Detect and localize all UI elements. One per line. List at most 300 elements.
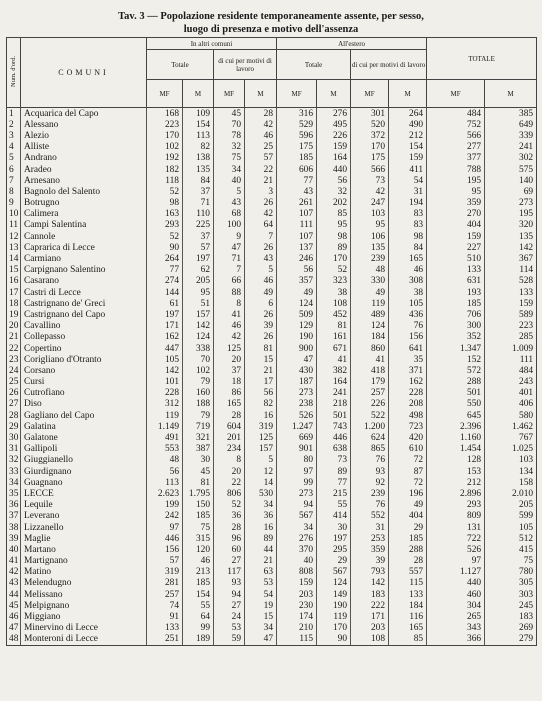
row-number: 18 <box>7 298 21 309</box>
value-cell: 26 <box>245 242 277 253</box>
value-cell: 301 <box>351 108 389 120</box>
value-cell: 352 <box>427 332 485 343</box>
value-cell: 57 <box>245 153 277 164</box>
value-cell: 330 <box>351 276 389 287</box>
value-cell: 96 <box>214 533 245 544</box>
value-cell: 414 <box>317 511 351 522</box>
value-cell: 29 <box>317 556 351 567</box>
value-cell: 142 <box>183 321 214 332</box>
value-cell: 62 <box>183 265 214 276</box>
value-cell: 29 <box>389 522 427 533</box>
value-cell: 84 <box>183 175 214 186</box>
table-row <box>7 533 537 544</box>
value-cell: 21 <box>245 175 277 186</box>
value-cell: 38 <box>317 287 351 298</box>
row-number: 35 <box>7 488 21 499</box>
row-number: 11 <box>7 220 21 231</box>
value-cell: 164 <box>317 377 351 388</box>
value-cell: 77 <box>147 265 183 276</box>
value-cell: 106 <box>351 231 389 242</box>
value-cell: 1.200 <box>351 421 389 432</box>
comune-name: Casarano <box>21 276 147 287</box>
header-m: M <box>183 80 214 108</box>
row-number: 44 <box>7 589 21 600</box>
value-cell: 120 <box>183 544 214 555</box>
value-cell: 48 <box>147 455 183 466</box>
table-row <box>7 142 537 153</box>
value-cell: 168 <box>147 108 183 120</box>
value-cell: 253 <box>351 533 389 544</box>
value-cell: 102 <box>147 142 183 153</box>
value-cell: 343 <box>427 623 485 634</box>
value-cell: 415 <box>485 544 537 555</box>
value-cell: 159 <box>277 578 317 589</box>
value-cell: 706 <box>427 309 485 320</box>
value-cell: 624 <box>351 432 389 443</box>
value-cell: 305 <box>485 578 537 589</box>
comune-name: Melendugno <box>21 578 147 589</box>
value-cell: 133 <box>485 287 537 298</box>
value-cell: 34 <box>245 623 277 634</box>
value-cell: 183 <box>485 611 537 622</box>
value-cell: 154 <box>183 119 214 130</box>
value-cell: 196 <box>389 488 427 499</box>
comune-name: Martignano <box>21 556 147 567</box>
value-cell: 767 <box>485 432 537 443</box>
value-cell: 320 <box>485 220 537 231</box>
value-cell: 246 <box>277 253 317 264</box>
value-cell: 93 <box>214 578 245 589</box>
value-cell: 47 <box>245 634 277 646</box>
value-cell: 138 <box>183 153 214 164</box>
value-cell: 47 <box>277 354 317 365</box>
title-line-1: Tav. 3 — Popolazione residente temporaneamente assente, per sesso, <box>118 11 424 22</box>
value-cell: 16 <box>245 410 277 421</box>
value-cell: 156 <box>389 332 427 343</box>
value-cell: 404 <box>389 511 427 522</box>
comune-name: Calimera <box>21 209 147 220</box>
value-cell: 277 <box>427 142 485 153</box>
value-cell: 302 <box>485 153 537 164</box>
value-cell: 154 <box>183 589 214 600</box>
value-cell: 270 <box>427 209 485 220</box>
value-cell: 174 <box>277 611 317 622</box>
row-number: 31 <box>7 444 21 455</box>
value-cell: 197 <box>147 309 183 320</box>
value-cell: 165 <box>214 399 245 410</box>
value-cell: 28 <box>245 108 277 120</box>
value-cell: 182 <box>147 164 183 175</box>
value-cell: 39 <box>351 556 389 567</box>
table-row <box>7 276 537 287</box>
value-cell: 76 <box>389 321 427 332</box>
table-row <box>7 488 537 499</box>
row-number: 47 <box>7 623 21 634</box>
table-row <box>7 623 537 634</box>
comune-name: Cannole <box>21 231 147 242</box>
value-cell: 743 <box>317 421 351 432</box>
value-cell: 91 <box>147 611 183 622</box>
value-cell: 83 <box>389 209 427 220</box>
table-row <box>7 198 537 209</box>
value-cell: 596 <box>277 130 317 141</box>
value-cell: 205 <box>485 500 537 511</box>
value-cell: 98 <box>389 231 427 242</box>
value-cell: 93 <box>351 466 389 477</box>
value-cell: 440 <box>317 164 351 175</box>
value-cell: 133 <box>147 623 183 634</box>
value-cell: 321 <box>183 432 214 443</box>
value-cell: 76 <box>351 500 389 511</box>
comune-name: Lequile <box>21 500 147 511</box>
value-cell: 645 <box>427 410 485 421</box>
value-cell: 185 <box>183 578 214 589</box>
value-cell: 46 <box>245 130 277 141</box>
header-mf: MF <box>427 80 485 108</box>
value-cell: 202 <box>317 198 351 209</box>
value-cell: 192 <box>147 153 183 164</box>
value-cell: 103 <box>351 209 389 220</box>
value-cell: 46 <box>214 321 245 332</box>
value-cell: 20 <box>214 466 245 477</box>
value-cell: 281 <box>147 578 183 589</box>
value-cell: 5 <box>245 455 277 466</box>
value-cell: 74 <box>147 600 183 611</box>
value-cell: 125 <box>214 343 245 354</box>
table-row <box>7 511 537 522</box>
value-cell: 170 <box>147 130 183 141</box>
value-cell: 21 <box>245 365 277 376</box>
value-cell: 24 <box>214 611 245 622</box>
header-m: M <box>389 80 427 108</box>
value-cell: 103 <box>485 455 537 466</box>
value-cell: 273 <box>485 198 537 209</box>
value-cell: 68 <box>214 209 245 220</box>
comune-name: Gagliano del Capo <box>21 410 147 421</box>
row-number: 42 <box>7 567 21 578</box>
value-cell: 71 <box>183 198 214 209</box>
row-number: 24 <box>7 365 21 376</box>
value-cell: 36 <box>214 511 245 522</box>
value-cell: 319 <box>147 567 183 578</box>
row-number: 40 <box>7 544 21 555</box>
value-cell: 137 <box>277 242 317 253</box>
value-cell: 387 <box>183 444 214 455</box>
value-cell: 276 <box>317 108 351 120</box>
value-cell: 300 <box>427 321 485 332</box>
value-cell: 133 <box>427 265 485 276</box>
value-cell: 73 <box>317 455 351 466</box>
value-cell: 788 <box>427 164 485 175</box>
value-cell: 212 <box>427 477 485 488</box>
header-m: M <box>485 80 537 108</box>
value-cell: 227 <box>427 242 485 253</box>
value-cell: 184 <box>351 332 389 343</box>
value-cell: 128 <box>427 455 485 466</box>
value-cell: 85 <box>317 209 351 220</box>
table-row <box>7 119 537 130</box>
value-cell: 247 <box>351 198 389 209</box>
comune-name: Bagnolo del Salento <box>21 186 147 197</box>
table-row <box>7 556 537 567</box>
value-cell: 44 <box>245 544 277 555</box>
value-cell: 385 <box>485 108 537 120</box>
value-cell: 264 <box>389 108 427 120</box>
value-cell: 49 <box>245 287 277 298</box>
value-cell: 162 <box>147 332 183 343</box>
value-cell: 239 <box>351 488 389 499</box>
value-cell: 90 <box>147 242 183 253</box>
table-row <box>7 253 537 264</box>
row-number: 41 <box>7 556 21 567</box>
value-cell: 288 <box>389 544 427 555</box>
value-cell: 28 <box>389 556 427 567</box>
row-number: 16 <box>7 276 21 287</box>
value-cell: 510 <box>427 253 485 264</box>
value-cell: 406 <box>485 399 537 410</box>
row-number: 26 <box>7 388 21 399</box>
comune-name: Carpignano Salentino <box>21 265 147 276</box>
value-cell: 157 <box>183 309 214 320</box>
value-cell: 338 <box>183 343 214 354</box>
comune-name: Maglie <box>21 533 147 544</box>
value-cell: 1.347 <box>427 343 485 354</box>
value-cell: 42 <box>214 332 245 343</box>
value-cell: 288 <box>427 377 485 388</box>
value-cell: 22 <box>214 477 245 488</box>
comune-name: Martano <box>21 544 147 555</box>
value-cell: 78 <box>214 130 245 141</box>
row-number: 1 <box>7 108 21 120</box>
comune-name: Alessano <box>21 119 147 130</box>
row-number: 9 <box>7 198 21 209</box>
value-cell: 722 <box>427 533 485 544</box>
value-cell: 107 <box>277 209 317 220</box>
value-cell: 89 <box>245 533 277 544</box>
comune-name: Botrugno <box>21 198 147 209</box>
value-cell: 411 <box>389 164 427 175</box>
value-cell: 61 <box>147 298 183 309</box>
header-m: M <box>245 80 277 108</box>
value-cell: 8 <box>214 455 245 466</box>
value-cell: 512 <box>485 533 537 544</box>
value-cell: 900 <box>277 343 317 354</box>
value-cell: 213 <box>183 567 214 578</box>
value-cell: 53 <box>214 623 245 634</box>
value-cell: 404 <box>427 220 485 231</box>
value-cell: 114 <box>485 265 537 276</box>
value-cell: 15 <box>245 611 277 622</box>
value-cell: 638 <box>317 444 351 455</box>
value-cell: 528 <box>485 276 537 287</box>
value-cell: 97 <box>277 466 317 477</box>
comune-name: Cutrofiano <box>21 388 147 399</box>
value-cell: 110 <box>183 209 214 220</box>
value-cell: 25 <box>245 142 277 153</box>
value-cell: 41 <box>351 354 389 365</box>
value-cell: 184 <box>389 600 427 611</box>
value-cell: 21 <box>245 556 277 567</box>
value-cell: 84 <box>389 242 427 253</box>
value-cell: 164 <box>317 153 351 164</box>
value-cell: 109 <box>183 108 214 120</box>
value-cell: 489 <box>351 309 389 320</box>
table-row <box>7 388 537 399</box>
value-cell: 54 <box>245 589 277 600</box>
value-cell: 99 <box>277 477 317 488</box>
value-cell: 30 <box>317 522 351 533</box>
value-cell: 460 <box>427 589 485 600</box>
value-cell: 359 <box>351 544 389 555</box>
row-number: 25 <box>7 377 21 388</box>
table-row <box>7 410 537 421</box>
value-cell: 56 <box>317 175 351 186</box>
value-cell: 315 <box>183 533 214 544</box>
value-cell: 41 <box>317 354 351 365</box>
value-cell: 604 <box>214 421 245 432</box>
header-m: M <box>317 80 351 108</box>
value-cell: 35 <box>389 354 427 365</box>
value-cell: 116 <box>389 611 427 622</box>
value-cell: 7 <box>214 265 245 276</box>
value-cell: 195 <box>485 209 537 220</box>
comune-name: Alezio <box>21 130 147 141</box>
value-cell: 42 <box>351 186 389 197</box>
value-cell: 359 <box>427 198 485 209</box>
value-cell: 170 <box>317 623 351 634</box>
value-cell: 193 <box>427 287 485 298</box>
value-cell: 159 <box>427 231 485 242</box>
value-cell: 446 <box>317 432 351 443</box>
value-cell: 436 <box>389 309 427 320</box>
value-cell: 75 <box>214 153 245 164</box>
value-cell: 154 <box>389 142 427 153</box>
value-cell: 38 <box>389 287 427 298</box>
value-cell: 111 <box>485 354 537 365</box>
value-cell: 649 <box>485 119 537 130</box>
row-number: 43 <box>7 578 21 589</box>
value-cell: 223 <box>147 119 183 130</box>
table-row <box>7 287 537 298</box>
comune-name: Lizzanello <box>21 522 147 533</box>
table-row <box>7 309 537 320</box>
value-cell: 9 <box>214 231 245 242</box>
value-cell: 589 <box>485 309 537 320</box>
table-row <box>7 544 537 555</box>
value-cell: 357 <box>277 276 317 287</box>
value-cell: 215 <box>317 488 351 499</box>
value-cell: 371 <box>389 365 427 376</box>
value-cell: 36 <box>245 511 277 522</box>
value-cell: 526 <box>277 410 317 421</box>
value-cell: 175 <box>351 153 389 164</box>
table-row <box>7 354 537 365</box>
value-cell: 39 <box>245 321 277 332</box>
value-cell: 26 <box>245 309 277 320</box>
table-row <box>7 421 537 432</box>
row-number: 27 <box>7 399 21 410</box>
value-cell: 142 <box>147 365 183 376</box>
value-cell: 70 <box>214 119 245 130</box>
table-title <box>0 10 542 36</box>
value-cell: 125 <box>245 432 277 443</box>
value-cell: 53 <box>245 578 277 589</box>
value-cell: 228 <box>389 388 427 399</box>
table-header <box>7 38 537 108</box>
value-cell: 98 <box>147 198 183 209</box>
value-cell: 498 <box>389 410 427 421</box>
value-cell: 87 <box>389 466 427 477</box>
value-cell: 1.795 <box>183 488 214 499</box>
value-cell: 14 <box>245 477 277 488</box>
value-cell: 82 <box>245 399 277 410</box>
value-cell: 599 <box>485 511 537 522</box>
table-row <box>7 611 537 622</box>
value-cell: 46 <box>389 265 427 276</box>
value-cell: 162 <box>389 377 427 388</box>
value-cell: 94 <box>277 500 317 511</box>
value-cell: 809 <box>427 511 485 522</box>
title-line-2: luogo di presenza e motivo dell'assenza <box>183 24 359 35</box>
value-cell: 669 <box>277 432 317 443</box>
value-cell: 501 <box>427 388 485 399</box>
value-cell: 171 <box>147 321 183 332</box>
value-cell: 269 <box>485 623 537 634</box>
value-cell: 165 <box>389 253 427 264</box>
row-number: 19 <box>7 309 21 320</box>
value-cell: 77 <box>277 175 317 186</box>
value-cell: 520 <box>351 119 389 130</box>
value-cell: 79 <box>183 377 214 388</box>
value-cell: 72 <box>389 455 427 466</box>
table-row <box>7 153 537 164</box>
value-cell: 241 <box>485 142 537 153</box>
value-cell: 85 <box>389 634 427 646</box>
value-cell: 552 <box>351 511 389 522</box>
value-cell: 12 <box>245 466 277 477</box>
value-cell: 52 <box>147 186 183 197</box>
value-cell: 80 <box>277 455 317 466</box>
value-cell: 420 <box>389 432 427 443</box>
row-number: 10 <box>7 209 21 220</box>
value-cell: 195 <box>427 175 485 186</box>
value-cell: 273 <box>277 388 317 399</box>
table-row <box>7 477 537 488</box>
comune-name: Andrano <box>21 153 147 164</box>
value-cell: 264 <box>147 253 183 264</box>
table-row <box>7 500 537 511</box>
table-row <box>7 209 537 220</box>
value-cell: 2.010 <box>485 488 537 499</box>
comune-name: Cavallino <box>21 321 147 332</box>
value-cell: 45 <box>214 108 245 120</box>
value-cell: 28 <box>214 410 245 421</box>
value-cell: 175 <box>277 142 317 153</box>
comune-name: Gallipoli <box>21 444 147 455</box>
value-cell: 42 <box>245 209 277 220</box>
value-cell: 566 <box>351 164 389 175</box>
value-cell: 71 <box>214 253 245 264</box>
value-cell: 70 <box>183 354 214 365</box>
value-cell: 557 <box>389 567 427 578</box>
comune-name: Melissano <box>21 589 147 600</box>
value-cell: 452 <box>317 309 351 320</box>
comune-name: Aradeo <box>21 164 147 175</box>
value-cell: 218 <box>317 399 351 410</box>
comune-name: Caprarica di Lecce <box>21 242 147 253</box>
value-cell: 17 <box>245 377 277 388</box>
value-cell: 100 <box>214 220 245 231</box>
